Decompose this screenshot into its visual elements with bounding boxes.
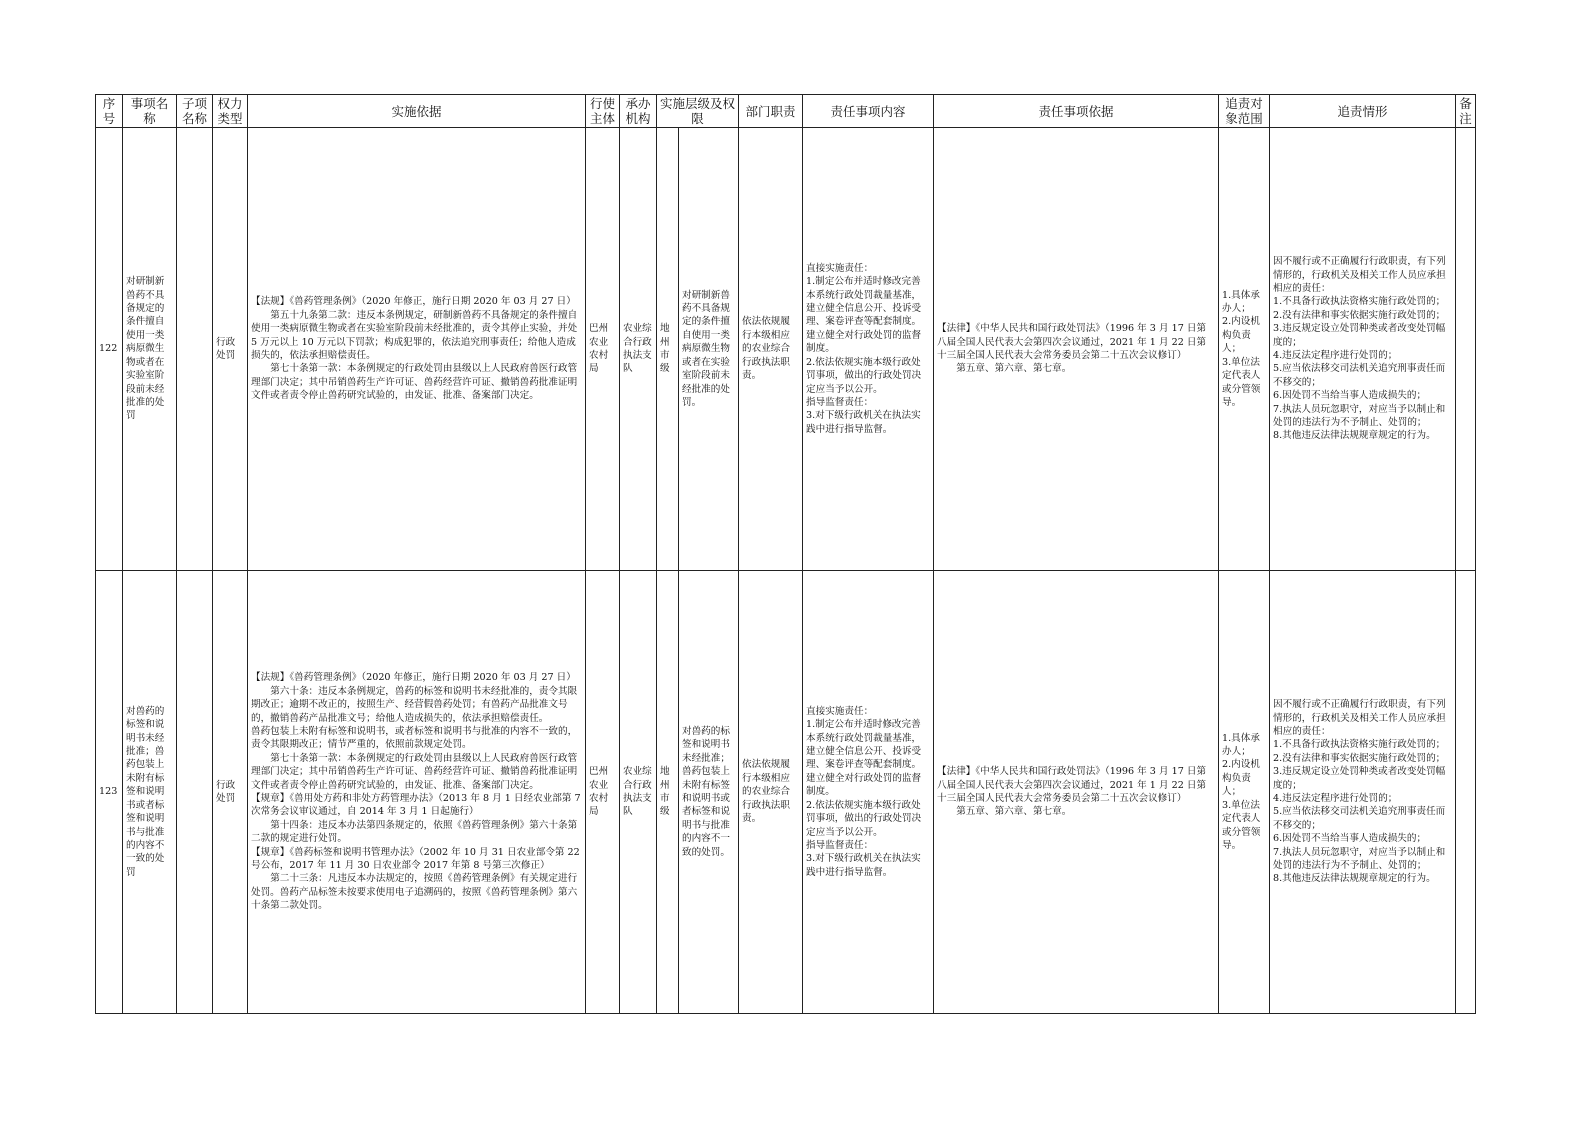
header-power-type: 权力类型 [213,95,248,128]
row-subject: 巴州农业农村局 [586,571,620,1014]
basis-paragraph: 兽药包装上未附有标签和说明书，或者标签和说明书与批准的内容不一致的，责令其限期改正；情节严重的，依照前款规定处罚。 [251,725,578,751]
row-power-type: 行政处罚 [213,571,248,1014]
row-basis [248,571,586,1014]
header-sub-name: 子项名称 [177,95,213,128]
resp-basis-paragraph: 【法律】《中华人民共和国行政处罚法》（1996 年 3 月 17 日第八届全国人民代表大会第四次会议通过，2021 年 1 月 22 日第十三届全国人民代表大会常务委员会第二十五次会议修订） [937,323,1207,361]
header-basis: 实施依据 [248,95,586,128]
table-row [96,128,1476,571]
row-resp-basis [934,128,1219,571]
row-resp-content: 直接实施责任： 1.制定公布并适时修改完善本系统行政处罚裁量基准，建立健全信息公开、投诉受理、案卷评查等配套制度。建立健全对行政处罚的监督制度。 2.依法依规实施本级行政处罚事项，做出的行政处罚决定应当予以公开。 指导监督责任： 3.对下级行政机关在执法实践中进行指导监督。 [803,128,934,571]
header-item-name: 事项名称 [123,95,177,128]
row-item-name: 对兽药的标签和说明书未经批准；兽药包装上未附有标签和说明书或者标签和说明书与批准的内容不一致的处罚 [123,571,177,1014]
row-situations: 因不履行或不正确履行行政职责，有下列情形的，行政机关及相关工作人员应承担相应的责任： 1.不具备行政执法资格实施行政处罚的； 2.没有法律和事实依据实施行政处罚的； 3.违反规定设立处罚种类或者改变处罚幅度的； 4.违反法定程序进行处罚的； 5.应当依法移交司法机关追究刑事责任而不移交的； 6.因处罚不当给当事人造成损失的； 7.执法人员玩忽职守，对应当予以制止和处罚的违法行为不予制止、处罚的； 8.其他违反法律法规规章规定的行为。 [1270,571,1456,1014]
basis-paragraph: 【法规】《兽药管理条例》（2020 年修正，施行日期 2020 年 03 月 27 日） [251,296,576,308]
row-remark [1456,128,1476,571]
table-row [96,571,1476,1014]
header-resp-content: 责任事项内容 [803,95,934,128]
row-seq: 123 [96,571,123,1014]
basis-paragraph: 第七十条第一款：本条例规定的行政处罚由县级以上人民政府兽医行政管理部门决定；其中吊销兽药生产许可证、兽药经营许可证、撤销兽药批准证明文件或者责令停止兽药研究试验的，由发证、批准、备案部门决定。 [251,363,578,402]
basis-paragraph: 【法规】《兽药管理条例》（2020 年修正，施行日期 2020 年 03 月 27 日） [251,672,576,684]
row-level: 地州市级 [657,571,679,1014]
row-sub-name [177,128,213,571]
row-scope: 1.具体承办人； 2.内设机构负责人； 3.单位法定代表人或分管领导。 [1219,128,1270,571]
row-dept-duty: 依法依规履行本级相应的农业综合行政执法职责。 [739,128,803,571]
row-power-type: 行政处罚 [213,128,248,571]
header-level: 实施层级及权限 [657,95,739,128]
row-resp-content: 直接实施责任： 1.制定公布并适时修改完善本系统行政处罚裁量基准，建立健全信息公开、投诉受理、案卷评查等配套制度。建立健全对行政处罚的监督制度。 2.依法依规实施本级行政处罚事项，做出的行政处罚决定应当予以公开。 指导监督责任： 3.对下级行政机关在执法实践中进行指导监督。 [803,571,934,1014]
resp-basis-paragraph: 【法律】《中华人民共和国行政处罚法》（1996 年 3 月 17 日第八届全国人民代表大会第四次会议通过，2021 年 1 月 22 日第十三届全国人民代表大会常务委员会第二十五次会议修订） [937,766,1207,804]
responsibility-table [95,94,1476,1014]
header-seq: 序号 [96,95,123,128]
basis-paragraph: 第五十九条第二款：违反本条例规定，研制新兽药不具备规定的条件擅自使用一类病原微生物或者在实验室阶段前未经批准的，责令其停止实验，并处 5 万元以上 10 万元以下罚款；构成犯罪的，依法追究刑事责任；给他人造成损失的，依法承担赔偿责任。 [251,309,578,361]
row-dept-duty: 依法依规履行本级相应的农业综合行政执法职责。 [739,571,803,1014]
resp-basis-paragraph: 第五章、第六章、第七章。 [956,363,1072,375]
row-level-detail: 对兽药的标签和说明书未经批准；兽药包装上未附有标签和说明书或者标签和说明书与批准的内容不一致的处罚。 [679,571,739,1014]
header-org: 承办机构 [620,95,657,128]
header-row [96,95,1476,128]
row-remark [1456,571,1476,1014]
basis-paragraph: 【规章】《兽药标签和说明书管理办法》（2002 年 10 月 31 日农业部令第 22 号公布，2017 年 11 月 30 日农业部令 2017 年第 8 号第三次修正） [251,846,580,872]
row-level: 地州市级 [657,128,679,571]
row-sub-name [177,571,213,1014]
row-basis [248,128,586,571]
header-scope: 追责对象范围 [1219,95,1270,128]
row-org: 农业综合行政执法支队 [620,571,657,1014]
basis-paragraph: 第六十条：违反本条例规定，兽药的标签和说明书未经批准的，责令其限期改正；逾期不改正的，按照生产、经营假兽药处罚；有兽药产品批准文号的，撤销兽药产品批准文号；给他人造成损失的，依法承担赔偿责任。 [251,685,578,724]
row-resp-basis [934,571,1219,1014]
header-resp-basis: 责任事项依据 [934,95,1219,128]
row-subject: 巴州农业农村局 [586,128,620,571]
resp-basis-paragraph: 第五章、第六章、第七章。 [956,806,1072,818]
row-item-name: 对研制新兽药不具备规定的条件擅自使用一类病原微生物或者在实验室阶段前未经批准的处罚 [123,128,177,571]
basis-paragraph: 第二十三条：凡违反本办法规定的，按照《兽药管理条例》有关规定进行处罚。兽药产品标签未按要求使用电子追溯码的，按照《兽药管理条例》第六十条第二款处罚。 [251,873,578,912]
row-situations: 因不履行或不正确履行行政职责，有下列情形的，行政机关及相关工作人员应承担相应的责任： 1.不具备行政执法资格实施行政处罚的； 2.没有法律和事实依据实施行政处罚的； 3.违反规定设立处罚种类或者改变处罚幅度的； 4.违反法定程序进行处罚的； 5.应当依法移交司法机关追究刑事责任而不移交的； 6.因处罚不当给当事人造成损失的； 7.执法人员玩忽职守，对应当予以制止和处罚的违法行为不予制止、处罚的； 8.其他违反法律法规规章规定的行为。 [1270,128,1456,571]
basis-paragraph: 第十四条：违反本办法第四条规定的，依照《兽药管理条例》第六十条第二款的规定进行处罚。 [251,819,578,845]
header-dept-duty: 部门职责 [739,95,803,128]
row-level-detail: 对研制新兽药不具备规定的条件擅自使用一类病原微生物或者在实验室阶段前未经批准的处罚。 [679,128,739,571]
basis-paragraph: 【规章】《兽用处方药和非处方药管理办法》（2013 年 8 月 1 日经农业部第 7 次常务会议审议通过，自 2014 年 3 月 1 日起施行） [251,793,581,818]
header-subject: 行使主体 [586,95,620,128]
header-remark: 备注 [1456,95,1476,128]
header-situations: 追责情形 [1270,95,1456,128]
row-seq: 122 [96,128,123,571]
basis-paragraph: 第七十条第一款：本条例规定的行政处罚由县级以上人民政府兽医行政管理部门决定；其中吊销兽药生产许可证、兽药经营许可证、撤销兽药批准证明文件或者责令停止兽药研究试验的，由发证、批准、备案部门决定。 [251,752,578,791]
row-org: 农业综合行政执法支队 [620,128,657,571]
row-scope: 1.具体承办人； 2.内设机构负责人； 3.单位法定代表人或分管领导。 [1219,571,1270,1014]
